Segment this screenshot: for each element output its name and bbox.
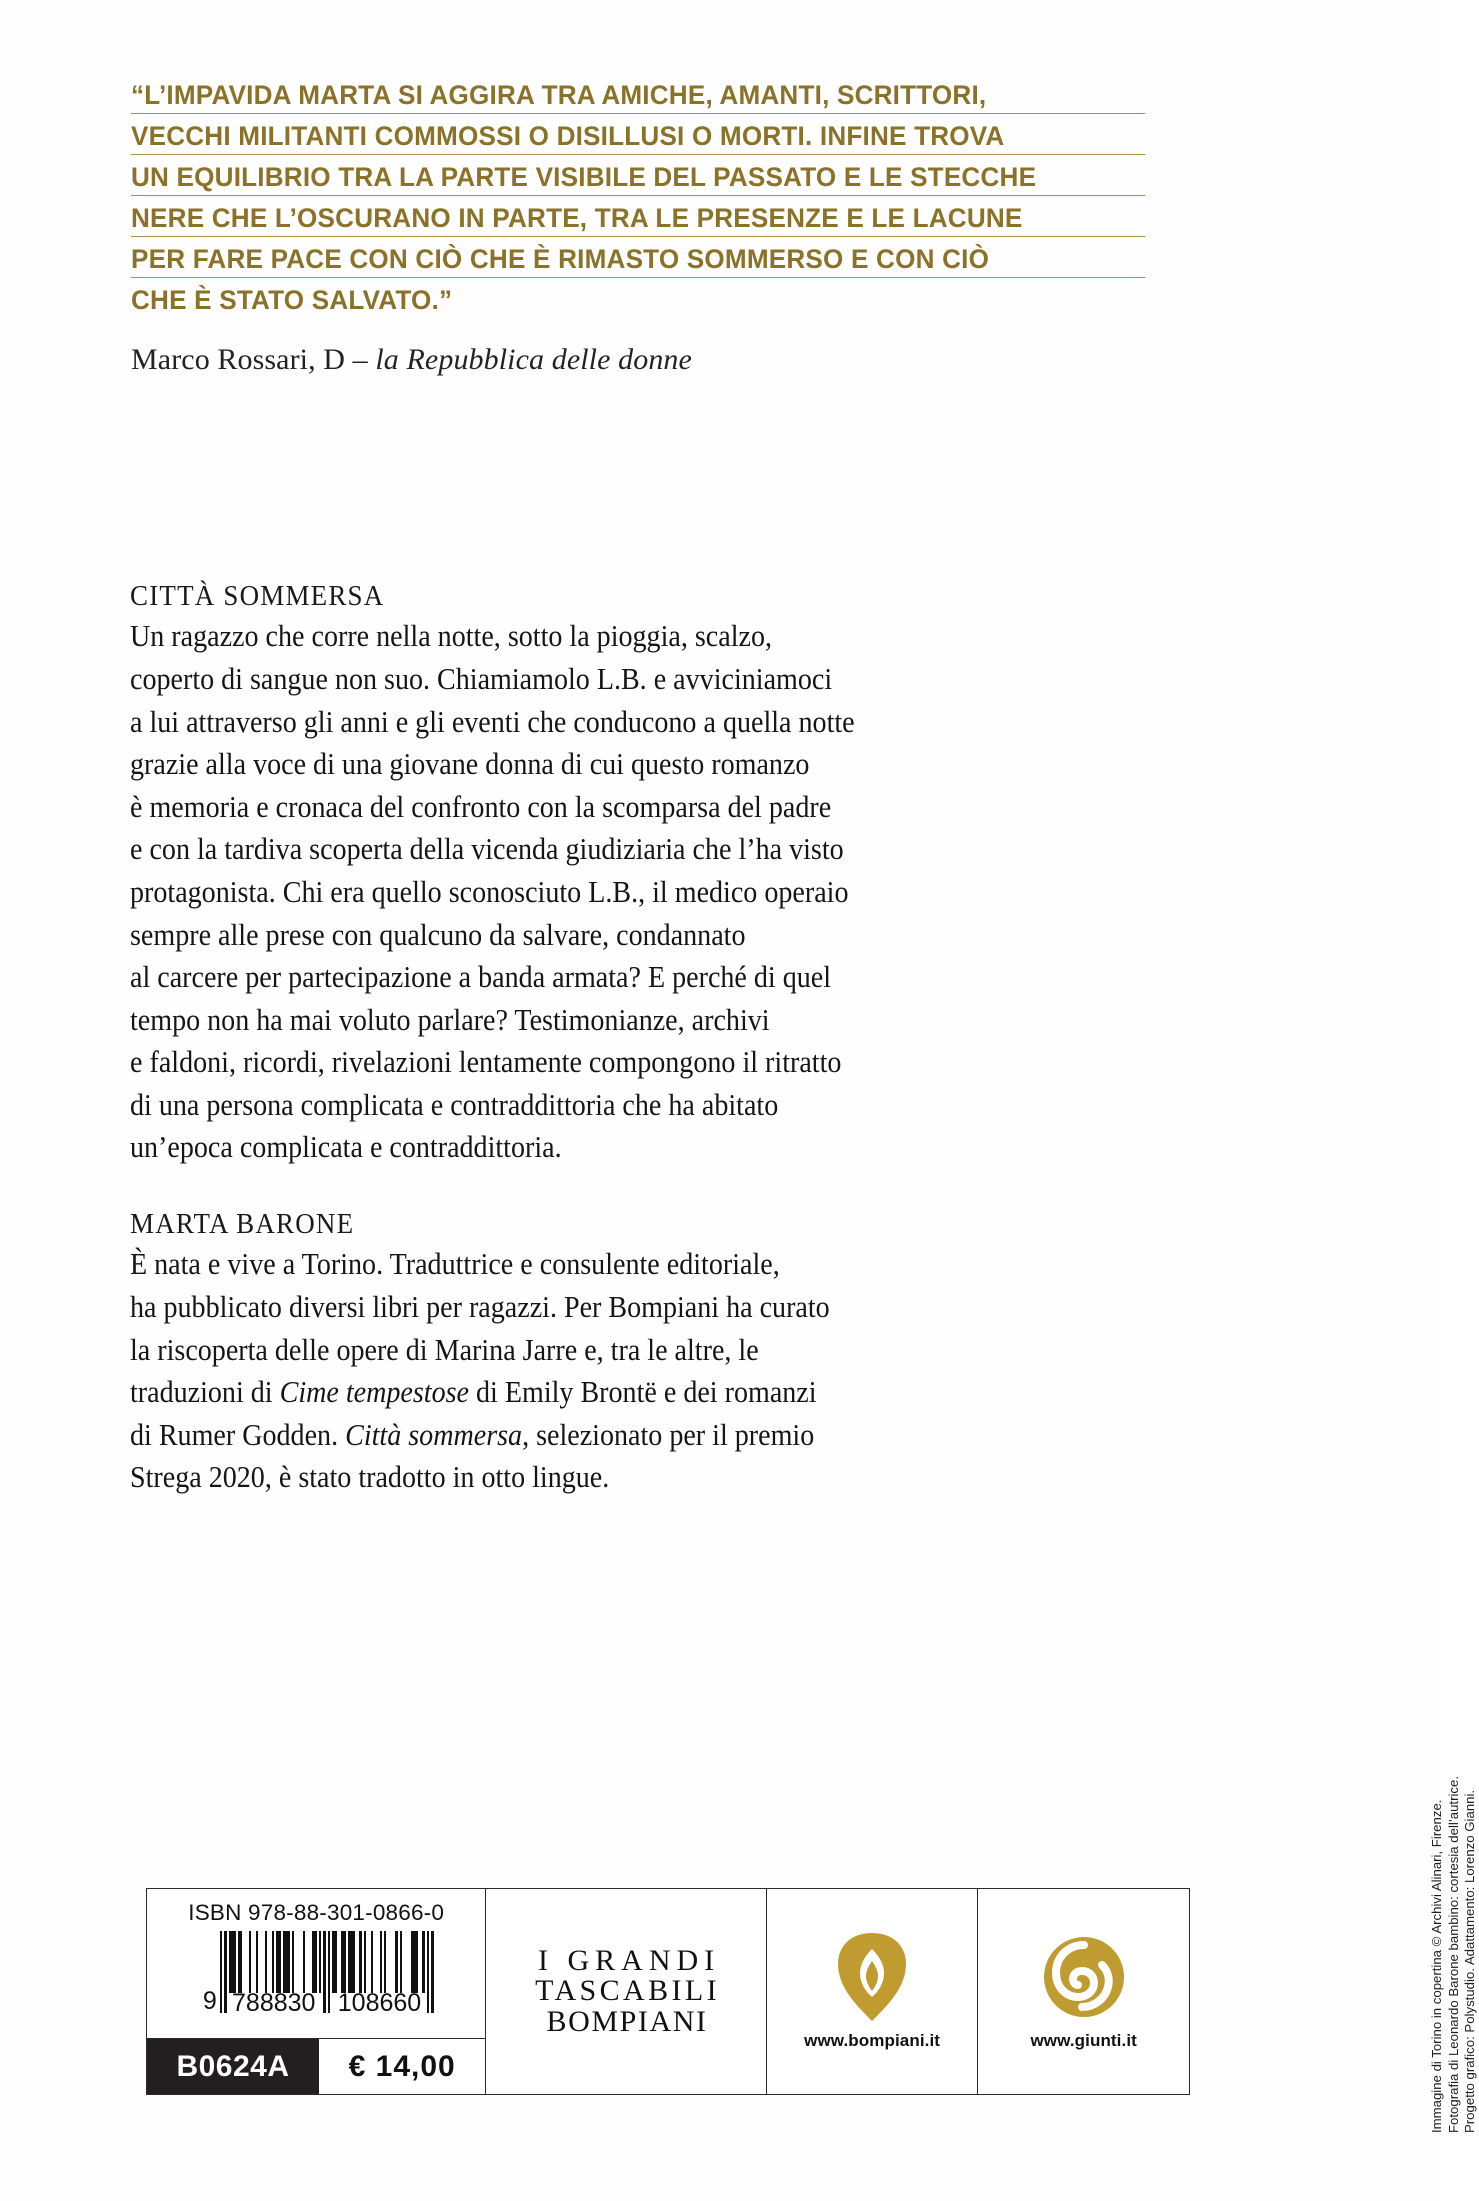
synopsis-line: un’epoca complicata e contraddittoria. (130, 1130, 562, 1165)
synopsis-line: tempo non ha mai voluto parlare? Testimonianze, archivi (130, 1002, 770, 1037)
imprint-cell (485, 1889, 765, 2094)
bio-line: ha pubblicato diversi libri per ragazzi. Per Bompiani ha curato (130, 1289, 830, 1324)
synopsis-line: protagonista. Chi era quello sconosciuto L.B., il medico operaio (130, 874, 849, 909)
synopsis-line: a lui attraverso gli anni e gli eventi che conducono a quella notte (130, 704, 855, 739)
barcode-space (402, 1931, 411, 1993)
barcode-space (386, 1931, 395, 1993)
cover-bottom-bar (146, 1888, 1190, 2095)
bompiani-publisher-cell[interactable] (766, 1889, 978, 2094)
imprint-line-1: I GRANDI (538, 1943, 721, 1977)
synopsis-line: di una persona complicata e contraddittoria che ha abitato (130, 1087, 779, 1122)
giunti-publisher-cell[interactable] (977, 1889, 1189, 2094)
product-code: B0624A (147, 2039, 319, 2094)
barcode-bar (283, 1931, 290, 1993)
synopsis-line: è memoria e cronaca del confronto con la scomparsa del padre (130, 789, 832, 824)
price-row (147, 2038, 485, 2094)
barcode-space (373, 1931, 380, 1993)
synopsis-line: coperto di sangue non suo. Chiamiamolo L.B. e avviciniamoci (130, 661, 833, 696)
author-bio-block (130, 1208, 1200, 1499)
bio-line (130, 1414, 1114, 1457)
synopsis-line: al carcere per partecipazione a banda armata? E perché di quel (130, 960, 832, 995)
bio-line (130, 1371, 1114, 1414)
synopsis-block (130, 580, 1200, 1169)
attribution-publication: la Repubblica delle donne (375, 343, 692, 376)
book-title-italic: Città sommersa (345, 1417, 523, 1452)
bio-text: traduzioni di (130, 1375, 280, 1410)
synopsis-heading: CITTÀ SOMMERSA (130, 580, 385, 612)
image-credits (1429, 1663, 1479, 2133)
credit-line: Progetto grafico: Polystudio. Adattamento: Lorenzo Gianni. (1462, 1789, 1477, 2133)
book-title-italic: Cime tempestose (279, 1375, 470, 1410)
barcode-space (294, 1931, 303, 1993)
bio-line: la riscoperta delle opere di Marina Jarre e, tra le altre, le (130, 1332, 759, 1367)
barcode-space (242, 1931, 249, 1993)
imprint-line-3: BOMPIANI (546, 2004, 708, 2038)
quote-line: “L’IMPAVIDA MARTA SI AGGIRA TRA AMICHE, AMANTI, SCRITTORI, (131, 82, 1146, 114)
barcode-space (305, 1931, 312, 1993)
synopsis-line: Un ragazzo che corre nella notte, sotto la pioggia, scalzo, (130, 619, 773, 654)
quote-line: NERE CHE L’OSCURANO IN PARTE, TRA LE PRESENZE E LE LACUNE (131, 205, 1146, 237)
isbn-barcode-cell (147, 1889, 485, 2094)
barcode-digits (220, 1991, 434, 2016)
grandi-tascabili-bompiani-logo (532, 1943, 721, 2038)
barcode-graphic (199, 1931, 434, 2015)
credit-line: Immagine di Torino in copertina © Archivi Alinari, Firenze. (1429, 1799, 1444, 2133)
barcode-bar (411, 1931, 418, 1993)
synopsis-line: grazie alla voce di una giovane donna di cui questo romanzo (130, 747, 810, 782)
credit-line: Fotografia di Leonardo Barone bambino: cortesia dell’autrice. (1445, 1775, 1461, 2133)
barcode-bars (220, 1931, 434, 2015)
bio-text: di Emily Brontë e dei romanzi (469, 1375, 817, 1410)
bio-line: È nata e vive a Torino. Traduttrice e consulente editoriale, (130, 1247, 780, 1282)
review-quote (131, 82, 1161, 327)
barcode-lead-digit: 9 (202, 1987, 217, 2015)
barcode-bar (229, 1931, 236, 1993)
author-bio-heading: MARTA BARONE (130, 1208, 355, 1240)
quote-line: PER FARE PACE CON CIÒ CHE È RIMASTO SOMMERSO E CON CIÒ (131, 246, 1146, 278)
imprint-line-2: TASCABILI (535, 1974, 721, 2008)
synopsis-line: sempre alle prese con qualcuno da salvare, condannato (130, 917, 746, 952)
synopsis-line: e faldoni, ricordi, rivelazioni lentamente compongono il ritratto (130, 1045, 842, 1080)
isbn-area (147, 1889, 485, 2038)
synopsis-line: e con la tardiva scoperta della vicenda giudiziaria che l’ha visto (130, 832, 844, 867)
isbn-number: ISBN 978-88-301-0866-0 (188, 1900, 445, 1925)
quote-line: VECCHI MILITANTI COMMOSSI O DISILLUSI O MORTI. INFINE TROVA (131, 123, 1146, 155)
barcode-digit-group: 108660 (337, 1989, 422, 2017)
bompiani-url[interactable]: www.bompiani.it (804, 2030, 941, 2050)
bio-text: , selezionato per il premio (522, 1417, 815, 1452)
quote-line: UN EQUILIBRIO TRA LA PARTE VISIBILE DEL PASSATO E LE STECCHE (131, 164, 1146, 196)
price-label: € 14,00 (348, 2049, 456, 2083)
bompiani-logo-icon (834, 1929, 910, 2025)
attribution-author: Marco Rossari, D – (131, 343, 376, 376)
bio-text: di Rumer Godden. (130, 1417, 346, 1452)
giunti-logo-icon (1042, 1929, 1126, 2025)
quote-line: CHE È STATO SALVATO.” (131, 285, 453, 315)
quote-attribution (131, 343, 692, 377)
giunti-url[interactable]: www.giunti.it (1030, 2030, 1137, 2050)
barcode-digit-group: 788830 (232, 1989, 316, 2017)
barcode-bar (348, 1931, 355, 1993)
barcode-space (258, 1931, 265, 1993)
bio-line: Strega 2020, è stato tradotto in otto lingue. (130, 1460, 610, 1495)
